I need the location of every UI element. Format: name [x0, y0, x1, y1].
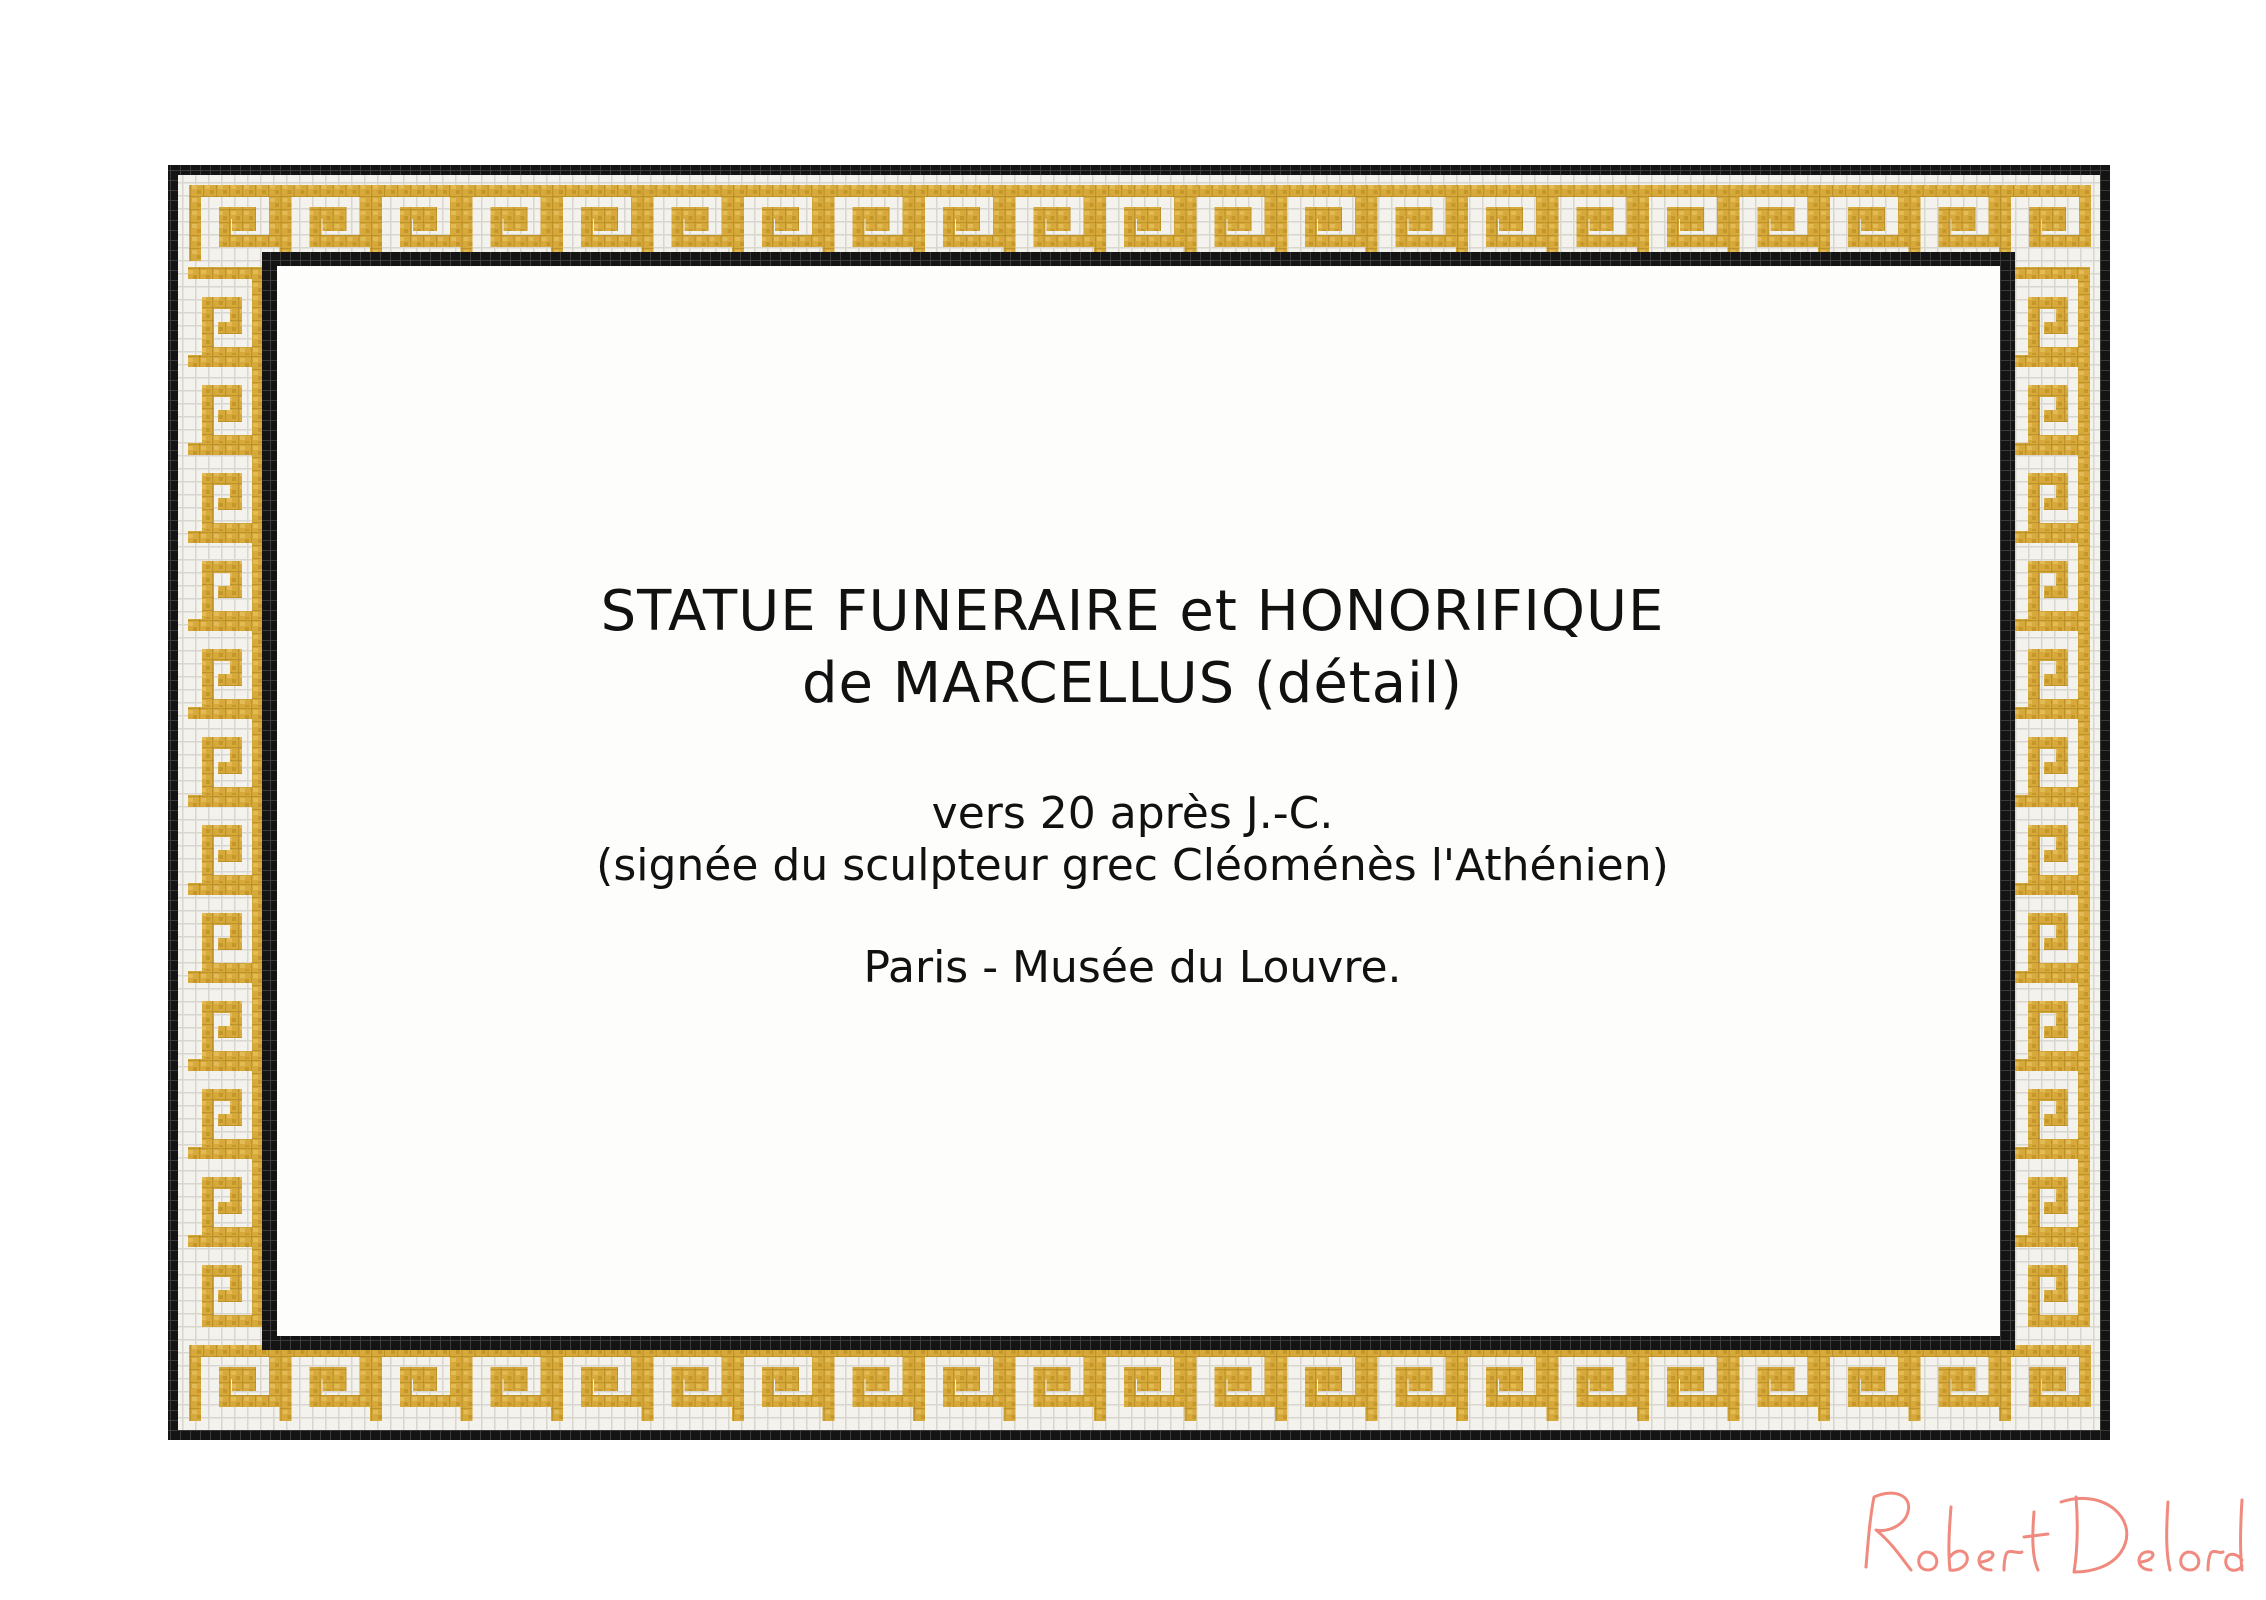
location-text: Paris - Musée du Louvre. — [863, 942, 1402, 993]
caption-panel — [280, 270, 1985, 1325]
attribution-text: (signée du sculpteur grec Cléoménès l'Athénien) — [596, 840, 1669, 891]
date-text: vers 20 après J.-C. — [931, 788, 1334, 839]
title-line-2: de MARCELLUS (détail) — [801, 651, 1464, 716]
signature-logo — [1856, 1482, 2246, 1582]
title-line-1: STATUE FUNERAIRE et HONORIFIQUE — [600, 579, 1665, 644]
